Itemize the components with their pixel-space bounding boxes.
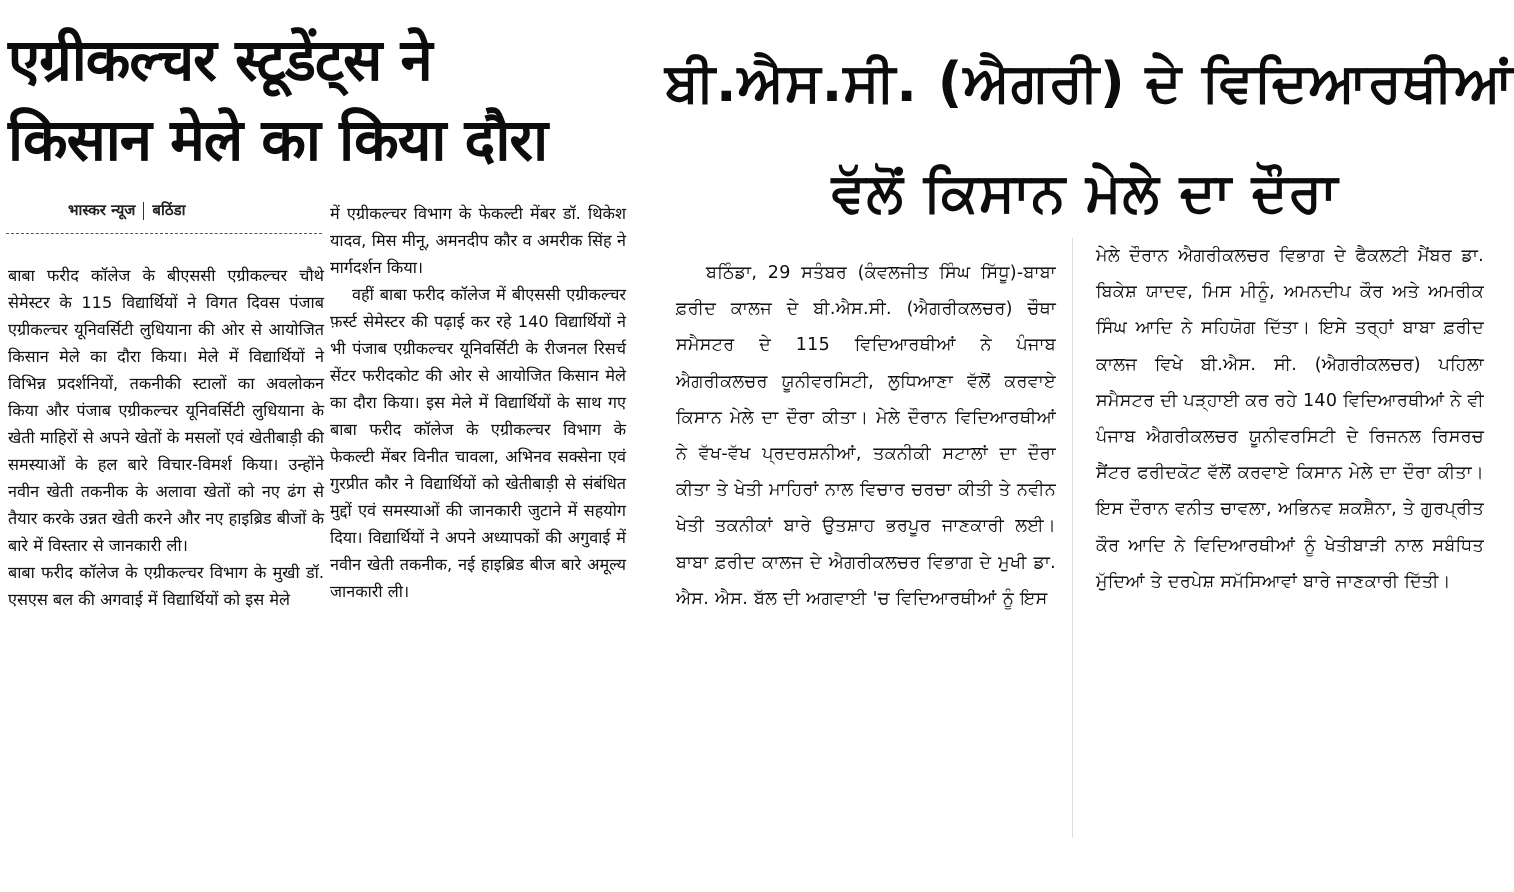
punjabi-column-1 [676,255,1056,617]
punjabi-headline [665,28,1514,248]
byline-separator [143,202,144,220]
punjabi-headline-line2: ਵੱਲੋਂ ਕਿਸਾਨ ਮੇਲੇ ਦਾ ਦੌਰਾ [831,161,1339,224]
hindi-col2-para1: में एग्रीकल्चर विभाग के फेकल्टी मेंबर डॉ. थिकेश यादव, मिस मीनू, अमनदीप कौर व अमरीक सिंह ने मार्गदर्शन किया। [330,204,626,277]
hindi-headline [8,20,648,180]
hindi-headline-line1: एग्रीकल्चर स्टूडेंट्स ने [8,26,432,94]
hindi-col1-para2: बाबा फरीद कॉलेज के एग्रीकल्चर विभाग के मुखी डॉ. एसएस बल की अगवाई में विद्यार्थियों को इस मेले [8,563,324,609]
punjabi-col2-para1: ਮੇਲੇ ਦੌਰਾਨ ਐਗਰੀਕਲਚਰ ਵਿਭਾਗ ਦੇ ਫੈਕਲਟੀ ਮੈਂਬਰ ਡਾ. ਬਿਕੇਸ਼ ਯਾਦਵ, ਮਿਸ ਮੀਨੂੰ, ਅਮਨਦੀਪ ਕੌਰ ਅਤੇ ਅਮਰੀਕ ਸਿੰਘ ਆਦਿ ਨੇ ਸਹਿਯੋਗ ਦਿੱਤਾ। ਇਸੇ ਤਰ੍ਹਾਂ ਬਾਬਾ ਫ਼ਰੀਦ ਕਾਲਜ ਵਿਖੇ ਬੀ.ਐਸ. ਸੀ. (ਐਗਰੀਕਲਚਰ) ਪਹਿਲਾ ਸਮੈਸਟਰ ਦੀ ਪੜ੍ਹਾਈ ਕਰ ਰਹੇ 140 ਵਿਦਿਆਰਥੀਆਂ ਨੇ ਵੀ ਪੰਜਾਬ ਐਗਰੀਕਲਚਰ ਯੂਨੀਵਰਸਿਟੀ ਦੇ ਰਿਜਨਲ ਰਿਸਰਚ ਸੈਂਟਰ ਫਰੀਦਕੋਟ ਵੱਲੋਂ ਕਰਵਾਏ ਕਿਸਾਨ ਮੇਲੇ ਦਾ ਦੌਰਾ ਕੀਤਾ। ਇਸ ਦੌਰਾਨ ਵਨੀਤ ਚਾਵਲਾ, ਅਭਿਨਵ ਸ਼ਕਸ਼ੈਨਾ, ਤੇ ਗੁਰਪ੍ਰੀਤ ਕੌਰ ਆਦਿ ਨੇ ਵਿਦਿਆਰਥੀਆਂ ਨੂੰ ਖੇਤੀਬਾੜੀ ਨਾਲ ਸਬੰਧਿਤ ਮੁੱਦਿਆਂ ਤੇ ਦਰਪੇਸ਼ ਸਮੱਸਿਆਵਾਂ ਬਾਰੇ ਜਾਣਕਾਰੀ ਦਿੱਤੀ। [1096,246,1484,592]
hindi-column-1 [8,262,324,613]
hindi-col2-para2: वहीं बाबा फरीद कॉलेज में बीएससी एग्रीकल्चर फ़र्स्ट सेमेस्टर की पढ़ाई कर रहे 140 विद्यार्थियों ने भी पंजाब एग्रीकल्चर यूनिवर्सिटी के रीजनल रिसर्च सेंटर फरीदकोट की ओर से आयोजित किसान मेले का दौरा किया। इस मेले में विद्यार्थियों के साथ गए बाबा फरीद कॉलेज के एग्रीकल्चर विभाग के फेकल्टी मेंबर विनीत चावला, अभिनव सक्सेना एवं गुरप्रीत कौर ने विद्यार्थियों को खेतीबाड़ी से संबंधित मुद्दों एवं समस्याओं की जानकारी जुटाने में सहयोग दिया। विद्यार्थियों ने अपने अध्यापकों की अगुवाई में नवीन खेती तकनीक, नई हाइब्रिड बीज बारे अमूल्य जानकारी ली। [330,285,626,601]
punjabi-col1-para1: ਬਠਿੰਡਾ, 29 ਸਤੰਬਰ (ਕੰਵਲਜੀਤ ਸਿੰਘ ਸਿੱਧੂ)-ਬਾਬਾ ਫ਼ਰੀਦ ਕਾਲਜ ਦੇ ਬੀ.ਐਸ.ਸੀ. (ਐਗਰੀਕਲਚਰ) ਚੌਥਾ ਸਮੈਸਟਰ ਦੇ 115 ਵਿਦਿਆਰਥੀਆਂ ਨੇ ਪੰਜਾਬ ਐਗਰੀਕਲਚਰ ਯੂਨੀਵਰਸਿਟੀ, ਲੁਧਿਆਣਾ ਵੱਲੋਂ ਕਰਵਾਏ ਕਿਸਾਨ ਮੇਲੇ ਦਾ ਦੌਰਾ ਕੀਤਾ। ਮੇਲੇ ਦੌਰਾਨ ਵਿਦਿਆਰਥੀਆਂ ਨੇ ਵੱਖ-ਵੱਖ ਪ੍ਰਦਰਸ਼ਨੀਆਂ, ਤਕਨੀਕੀ ਸਟਾਲਾਂ ਦਾ ਦੌਰਾ ਕੀਤਾ ਤੇ ਖੇਤੀ ਮਾਹਿਰਾਂ ਨਾਲ ਵਿਚਾਰ ਚਰਚਾ ਕੀਤੀ ਤੇ ਨਵੀਨ ਖੇਤੀ ਤਕਨੀਕਾਂ ਬਾਰੇ ਉਤਸ਼ਾਹ ਭਰਪੂਰ ਜਾਣਕਾਰੀ ਲਈ। ਬਾਬਾ ਫ਼ਰੀਦ ਕਾਲਜ ਦੇ ਐਗਰੀਕਲਚਰ ਵਿਭਾਗ ਦੇ ਮੁਖੀ ਡਾ. ਐਸ. ਐਸ. ਬੱਲ ਦੀ ਅਗਵਾਈ 'ਚ ਵਿਦਿਆਰਥੀਆਂ ਨੂੰ ਇਸ [676,263,1056,609]
hindi-col1-para1: बाबा फरीद कॉलेज के बीएससी एग्रीकल्चर चौथे सेमेस्टर के 115 विद्यार्थियों ने विगत दिवस पंजाब एग्रीकल्चर यूनिवर्सिटी लुधियाना की ओर से आयोजित किसान मेले का दौरा किया। मेले में विद्यार्थियों ने विभिन्न प्रदर्शनियों, तकनीकी स्टालों का अवलोकन किया और पंजाब एग्रीकल्चर यूनिवर्सिटी लुधियाना के खेती माहिरों से अपने खेतों के मसलों एवं खेतीबाड़ी की समस्याओं के हल बारे विचार-विमर्श किया। उन्होंने नवीन खेती तकनीक के अलावा खेतों को नए ढंग से तैयार करके उन्नत खेती करने और नए हाइब्रिड बीजों के बारे में विस्तार से जानकारी ली। [8,266,324,555]
punjabi-headline-line1: ਬੀ.ਐਸ.ਸੀ. (ਐਗਰੀ) ਦੇ ਵਿਦਿਆਰਥੀਆਂ [665,51,1514,114]
hindi-headline-line2: किसान मेले का किया दौरा [8,106,548,174]
punjabi-column-2 [1096,238,1484,600]
hindi-column-2 [330,200,626,605]
byline-place: बठिंडा [152,201,186,219]
byline-source: भास्कर न्यूज [68,201,136,219]
column-divider [1072,238,1073,838]
hindi-byline [68,200,185,220]
byline-rule [6,233,322,234]
